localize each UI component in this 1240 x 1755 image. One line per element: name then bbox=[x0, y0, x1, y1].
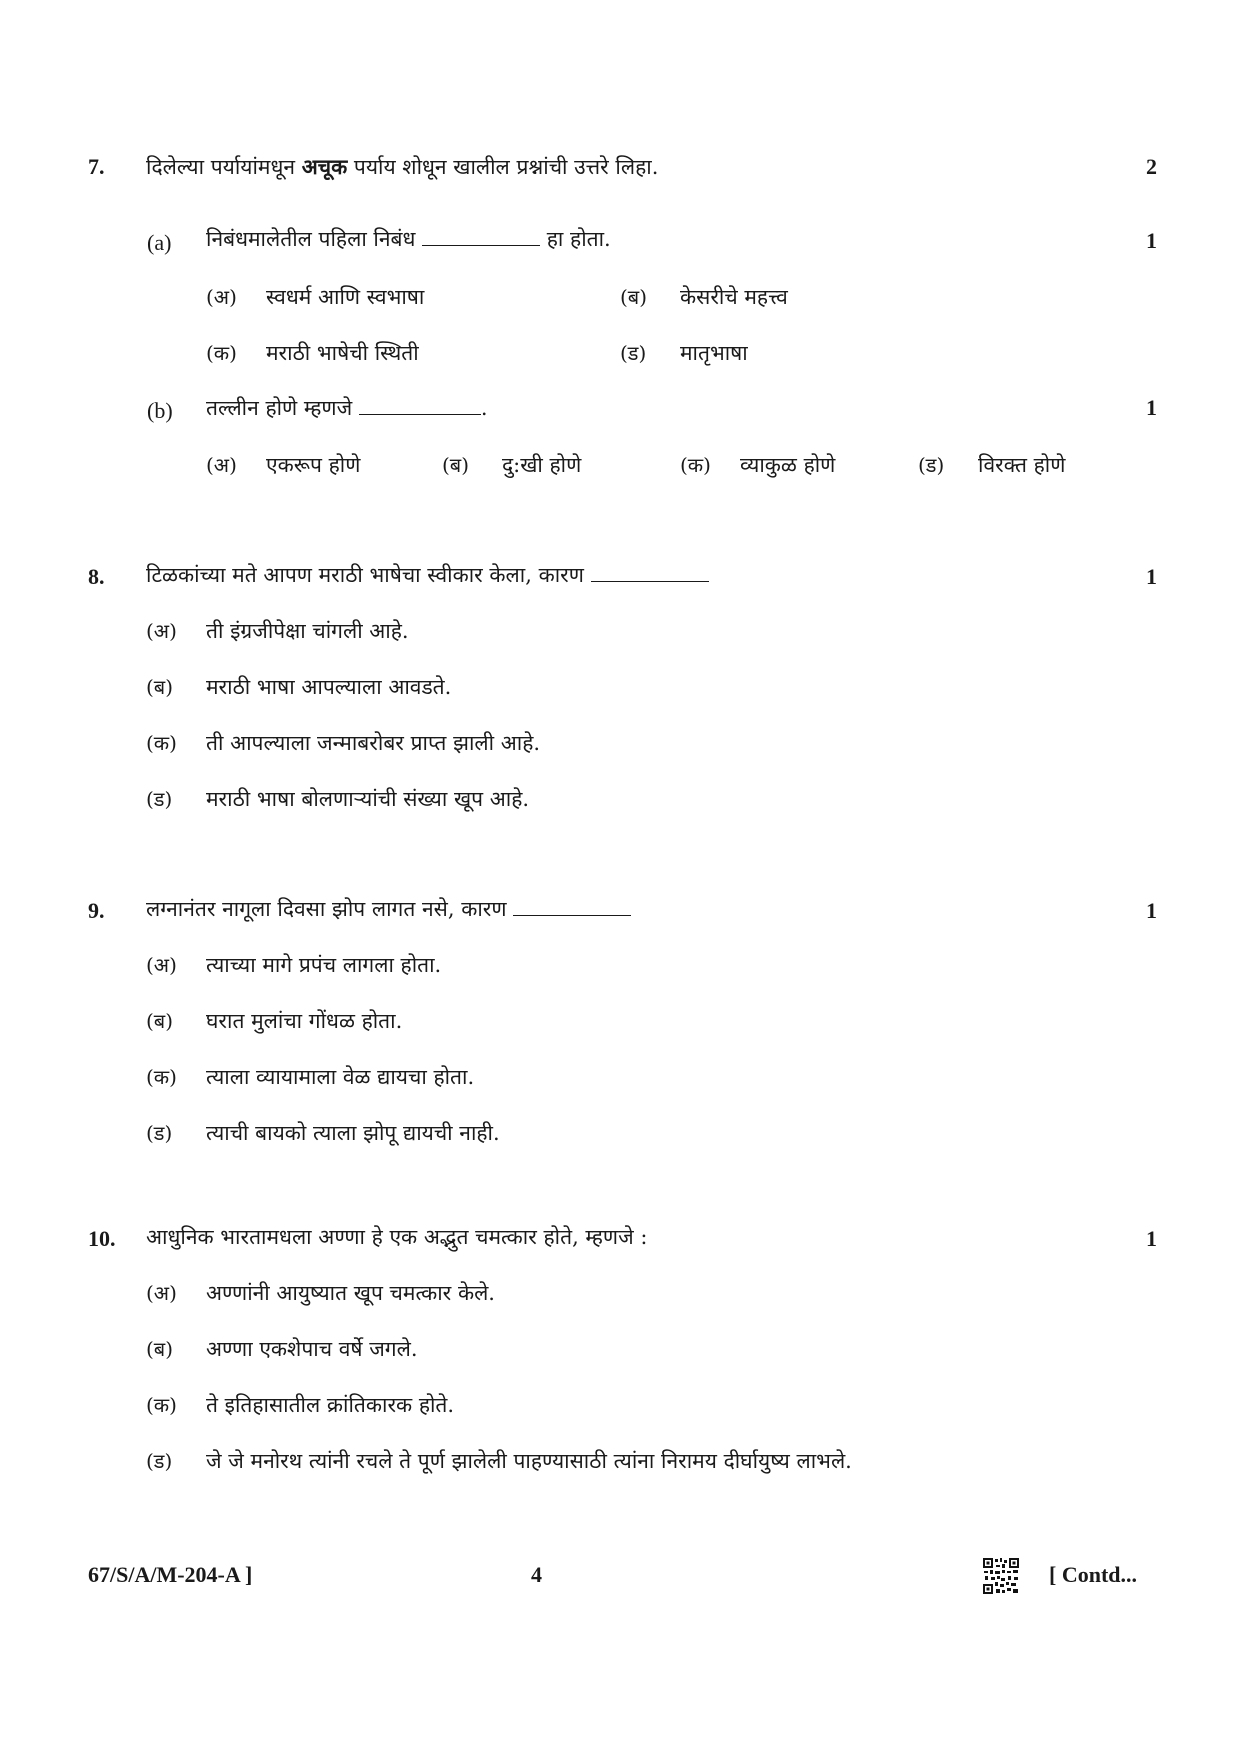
option-text: मराठी भाषा आपल्याला आवडते. bbox=[206, 675, 452, 699]
option-label: (ड) bbox=[146, 787, 173, 811]
option-label: (ब) bbox=[146, 1337, 174, 1361]
question-8-text-main: टिळकांच्या मते आपण मराठी भाषेचा स्वीकार केला, कारण bbox=[146, 563, 591, 587]
question-8-text bbox=[146, 560, 709, 590]
answer-blank bbox=[513, 895, 631, 916]
question-7b-text bbox=[206, 393, 488, 423]
option-text: अण्णा एकशेपाच वर्षे जगले. bbox=[206, 1337, 418, 1361]
option-text: एकरूप होणे bbox=[266, 453, 361, 477]
answer-blank bbox=[359, 394, 481, 415]
option-label: (क) bbox=[146, 731, 177, 755]
question-9-text-main: लग्नानंतर नागूला दिवसा झोप लागत नसे, कारण bbox=[146, 897, 514, 921]
question-10-number: 10. bbox=[88, 1226, 116, 1251]
question-7b-text-before: तल्लीन होणे म्हणजे bbox=[206, 396, 359, 420]
option-label: (अ) bbox=[146, 1281, 177, 1305]
option-label: (ड) bbox=[918, 453, 945, 477]
question-9-marks: 1 bbox=[1146, 898, 1157, 923]
option-text: घरात मुलांचा गोंधळ होता. bbox=[206, 1009, 403, 1033]
question-10-marks: 1 bbox=[1146, 1226, 1157, 1251]
option-text: ते इतिहासातील क्रांतिकारक होते. bbox=[206, 1393, 455, 1417]
paper-code: 67/S/A/M-204-A ] bbox=[88, 1562, 253, 1587]
option-text: विरक्त होणे bbox=[978, 453, 1066, 477]
option-label: (क) bbox=[146, 1065, 177, 1089]
option-text: अण्णांनी आयुष्यात खूप चमत्कार केले. bbox=[206, 1281, 495, 1305]
question-7-text-before: दिलेल्या पर्यायांमधून bbox=[146, 155, 302, 179]
option-text: त्याची बायको त्याला झोपू द्यायची नाही. bbox=[206, 1121, 500, 1145]
option-label: (क) bbox=[206, 341, 237, 365]
option-label: (अ) bbox=[206, 285, 237, 309]
question-7-marks: 2 bbox=[1146, 154, 1157, 179]
option-text: दु:खी होणे bbox=[502, 453, 582, 477]
option-text: त्याच्या मागे प्रपंच लागला होता. bbox=[206, 953, 442, 977]
option-text: स्वधर्म आणि स्वभाषा bbox=[266, 285, 425, 309]
option-text: जे जे मनोरथ त्यांनी रचले ते पूर्ण झालेली पाहण्यासाठी त्यांना निरामय दीर्घायुष्य लाभले. bbox=[206, 1449, 852, 1473]
option-text: व्याकुळ होणे bbox=[740, 453, 836, 477]
option-label: (ब) bbox=[146, 675, 174, 699]
option-text: त्याला व्यायामाला वेळ द्यायचा होता. bbox=[206, 1065, 475, 1089]
question-7a-marks: 1 bbox=[1146, 228, 1157, 253]
qr-code-icon bbox=[982, 1557, 1020, 1595]
question-7b-text-after: . bbox=[480, 396, 488, 420]
option-label: (ब) bbox=[442, 453, 470, 477]
option-text: ती आपल्याला जन्माबरोबर प्राप्त झाली आहे. bbox=[206, 731, 541, 755]
continued-label: [ Contd... bbox=[1049, 1562, 1138, 1587]
question-7a-label: (a) bbox=[147, 230, 172, 255]
question-7-text-after: पर्याय शोधून खालील प्रश्नांची उत्तरे लिहा. bbox=[347, 155, 659, 179]
answer-blank bbox=[591, 561, 709, 582]
question-8-number: 8. bbox=[88, 564, 105, 589]
question-7-text-bold: अचूक bbox=[301, 154, 348, 179]
option-text: मराठी भाषेची स्थिती bbox=[266, 341, 419, 365]
page-number: 4 bbox=[531, 1562, 542, 1587]
question-7a-text-before: निबंधमालेतील पहिला निबंध bbox=[206, 227, 423, 251]
question-9-number: 9. bbox=[88, 898, 105, 923]
question-7a-text-after: हा होता. bbox=[540, 227, 611, 251]
option-label: (ड) bbox=[146, 1121, 173, 1145]
question-9-text bbox=[146, 894, 631, 924]
question-7b-marks: 1 bbox=[1146, 395, 1157, 420]
question-7-number: 7. bbox=[88, 154, 105, 179]
option-label: (अ) bbox=[146, 953, 177, 977]
option-label: (ब) bbox=[146, 1009, 174, 1033]
question-7b-label: (b) bbox=[147, 398, 173, 423]
question-10-text: आधुनिक भारतामधला अण्णा हे एक अद्भुत चमत्कार होते, म्हणजे : bbox=[146, 1225, 648, 1249]
option-text: मातृभाषा bbox=[680, 341, 748, 365]
option-label: (क) bbox=[680, 453, 711, 477]
option-text: मराठी भाषा बोलणाऱ्यांची संख्या खूप आहे. bbox=[206, 787, 530, 811]
option-label: (क) bbox=[146, 1393, 177, 1417]
question-7-text bbox=[146, 152, 658, 182]
option-text: ती इंग्रजीपेक्षा चांगली आहे. bbox=[206, 619, 409, 643]
option-text: केसरीचे महत्त्व bbox=[680, 285, 788, 309]
option-label: (ड) bbox=[620, 341, 647, 365]
question-8-marks: 1 bbox=[1146, 564, 1157, 589]
question-7a-text bbox=[206, 224, 611, 254]
option-label: (ड) bbox=[146, 1449, 173, 1473]
option-label: (ब) bbox=[620, 285, 648, 309]
option-label: (अ) bbox=[206, 453, 237, 477]
option-label: (अ) bbox=[146, 619, 177, 643]
answer-blank bbox=[422, 225, 540, 246]
